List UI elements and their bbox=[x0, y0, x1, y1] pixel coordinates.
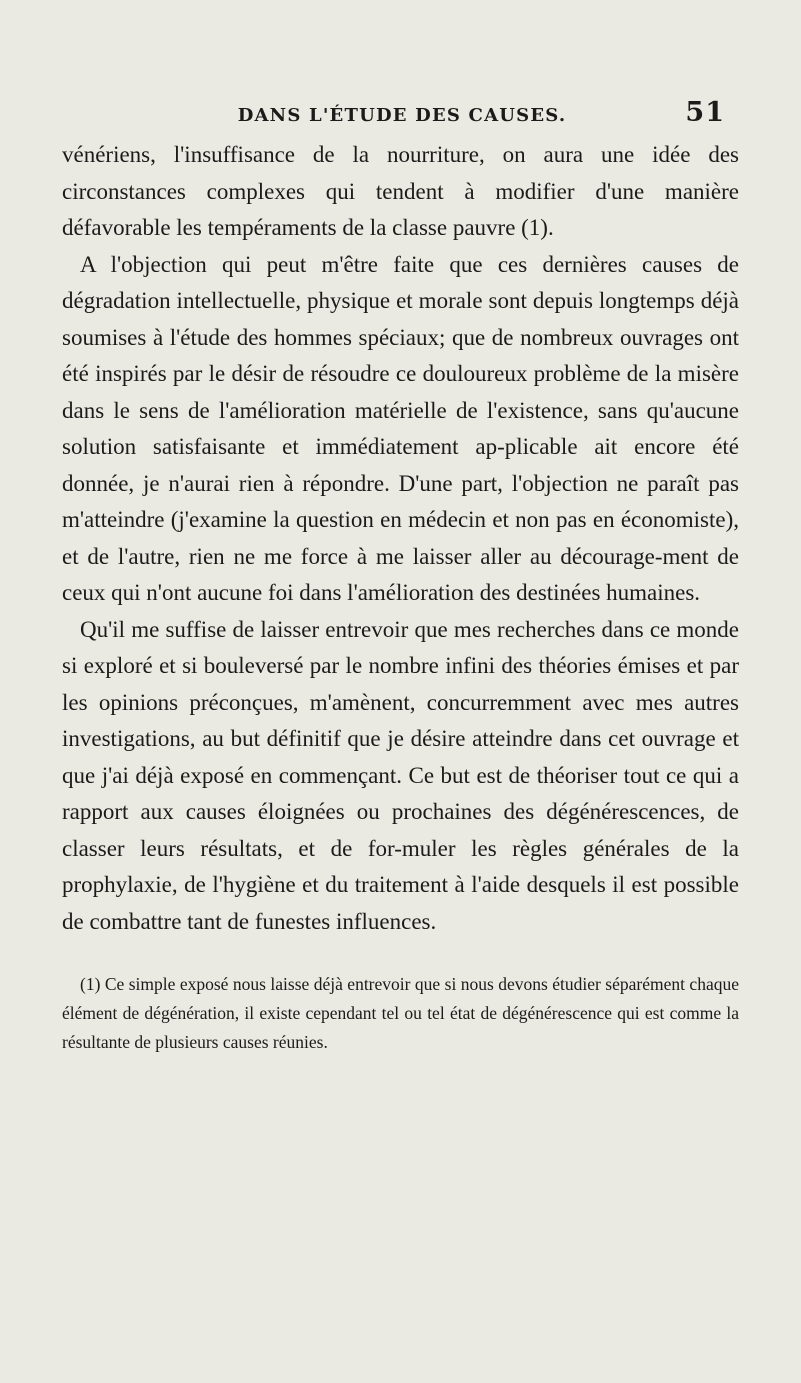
running-header-title: DANS L'ÉTUDE DES CAUSES. bbox=[237, 105, 567, 126]
body-text bbox=[62, 137, 739, 940]
page-number: 51 bbox=[685, 97, 725, 128]
paragraph: vénériens, l'insuffisance de la nourriture, on aura une idée des circonstances complexes qui tendent à modifier d'une manière défavorable les tempéraments de la classe pauvre (1). bbox=[62, 142, 739, 240]
paragraph: A l'objection qui peut m'être faite que ces dernières causes de dégradation intellectuelle, physique et morale sont depuis longtemps déjà soumises à l'étude des hommes spéciaux; que de nombreux ouvrages ont été inspirés par le désir de résoudre ce douloureux problème de la misère dans le sens de l'amélioration matérielle de l'existence, sans qu'aucune solution satisfaisante et immédiatement ap-plicable ait encore été donnée, je n'aurai rien à répondre. D'une part, l'objection ne paraît pas m'atteindre (j'examine la question en médecin et non pas en économiste), et de l'autre, rien ne me force à me laisser aller au décourage-ment de ceux qui n'ont aucune foi dans l'amélioration des destinées humaines. bbox=[62, 251, 739, 605]
paragraph: Qu'il me suffise de laisser entrevoir que mes recherches dans ce monde si exploré et si bouleversé par le nombre infini des théories émises et par les opinions préconçues, m'amènent, concurremment avec mes autres investigations, au but définitif que je désire atteindre dans cet ouvrage et que j'ai déjà exposé en commençant. Ce but est de théoriser tout ce qui a rapport aux causes éloignées ou prochaines des dégénérescences, de classer leurs résultats, et de for-muler les règles générales de la prophylaxie, de l'hygiène et du traitement à l'aide desquels il est possible de combattre tant de funestes influences. bbox=[62, 616, 739, 934]
footnote: (1) Ce simple exposé nous laisse déjà entrevoir que si nous devons étudier séparément chaque élément de dégénération, il existe cependant tel ou tel état de dégénérescence qui est comme la résultante de plusieurs causes réunies. bbox=[62, 974, 739, 1052]
footnotes bbox=[62, 970, 739, 1057]
running-header bbox=[62, 97, 739, 137]
